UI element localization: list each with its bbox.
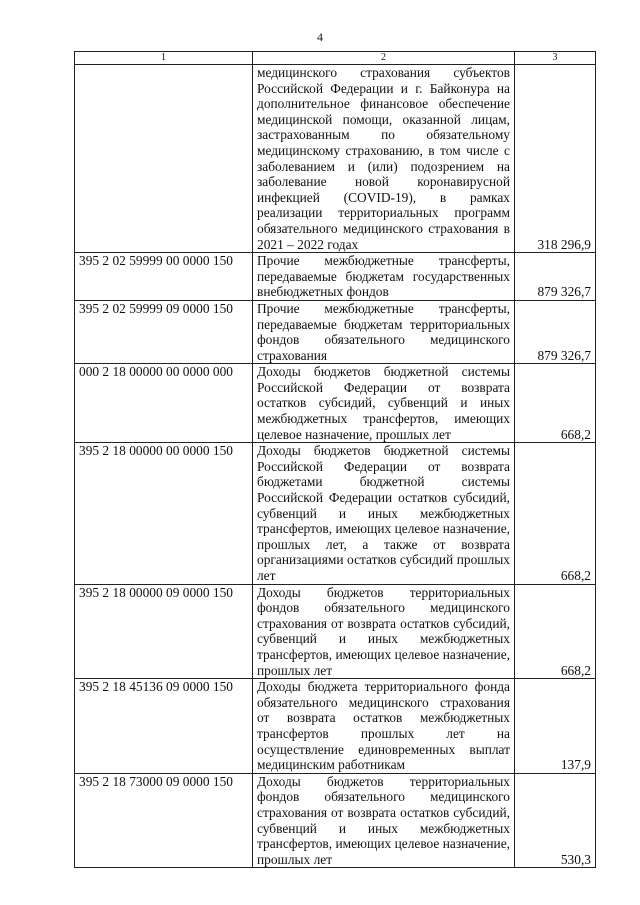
table-row [75,65,596,253]
budget-code-cell [75,65,253,253]
description-cell: Доходы бюджетов территориальных фондов обязательного медицинского страхования от возврата остатков субсидий, субвенций и иных межбюджетных трансфертов, имеющих целевое назначение, прошлых лет [253,584,515,679]
amount-cell: 668,2 [515,584,596,679]
amount-cell: 530,3 [515,773,596,868]
budget-code-cell: 395 2 02 59999 00 0000 150 [75,253,253,301]
column-header-3: 3 [515,52,596,65]
table-row [75,364,596,443]
table-row [75,773,596,868]
description-cell: Доходы бюджетов бюджетной системы Российской Федерации от возврата остатков субсидий, субвенций и иных межбюджетных трансфертов, имеющих целевое назначение, прошлых лет [253,364,515,443]
amount-cell: 668,2 [515,443,596,584]
amount-cell: 137,9 [515,679,596,774]
budget-code-cell: 395 2 02 59999 09 0000 150 [75,300,253,363]
column-header-1: 1 [75,52,253,65]
page-number: 4 [317,30,323,44]
amount-cell: 668,2 [515,364,596,443]
description-cell: Доходы бюджетов территориальных фондов обязательного медицинского страхования от возврата остатков субсидий, субвенций и иных межбюджетных трансфертов, имеющих целевое назначение, прошлых лет [253,773,515,868]
description-cell: Доходы бюджета территориального фонда обязательного медицинского страхования от возврата остатков межбюджетных трансфертов прошлых лет на осуществление единовременных выплат медицинским работникам [253,679,515,774]
amount-cell: 879 326,7 [515,253,596,301]
budget-revenue-table [74,51,596,868]
table-row [75,443,596,584]
budget-code-cell: 395 2 18 00000 00 0000 150 [75,443,253,584]
description-cell: Прочие межбюджетные трансферты, передаваемые бюджетам территориальных фондов обязательного медицинского страхования [253,300,515,363]
amount-cell: 879 326,7 [515,300,596,363]
table-row [75,253,596,301]
budget-code-cell: 000 2 18 00000 00 0000 000 [75,364,253,443]
column-header-2: 2 [253,52,515,65]
table-row [75,679,596,774]
budget-code-cell: 395 2 18 45136 09 0000 150 [75,679,253,774]
table-row [75,584,596,679]
description-cell: Прочие межбюджетные трансферты, передаваемые бюджетам государственных внебюджетных фондов [253,253,515,301]
budget-code-cell: 395 2 18 00000 09 0000 150 [75,584,253,679]
table-header-row [75,52,596,65]
description-cell: медицинского страхования субъектов Российской Федерации и г. Байконура на дополнительное финансовое обеспечение медицинской помощи, оказанной лицам, застрахованным по обязательному медицинскому страхованию, в том числе с заболеванием и (или) подозрением на заболевание новой коронавирусной инфекцией (COVID-19), в рамках реализации территориальных программ обязательного медицинского страхования в 2021 – 2022 годах [253,65,515,253]
description-cell: Доходы бюджетов бюджетной системы Российской Федерации от возврата бюджетами бюджетной системы Российской Федерации остатков субсидий, субвенций и иных межбюджетных трансфертов, имеющих целевое назначение, прошлых лет, а также от возврата организациями остатков субсидий прошлых лет [253,443,515,584]
amount-cell: 318 296,9 [515,65,596,253]
budget-code-cell: 395 2 18 73000 09 0000 150 [75,773,253,868]
table-row [75,300,596,363]
